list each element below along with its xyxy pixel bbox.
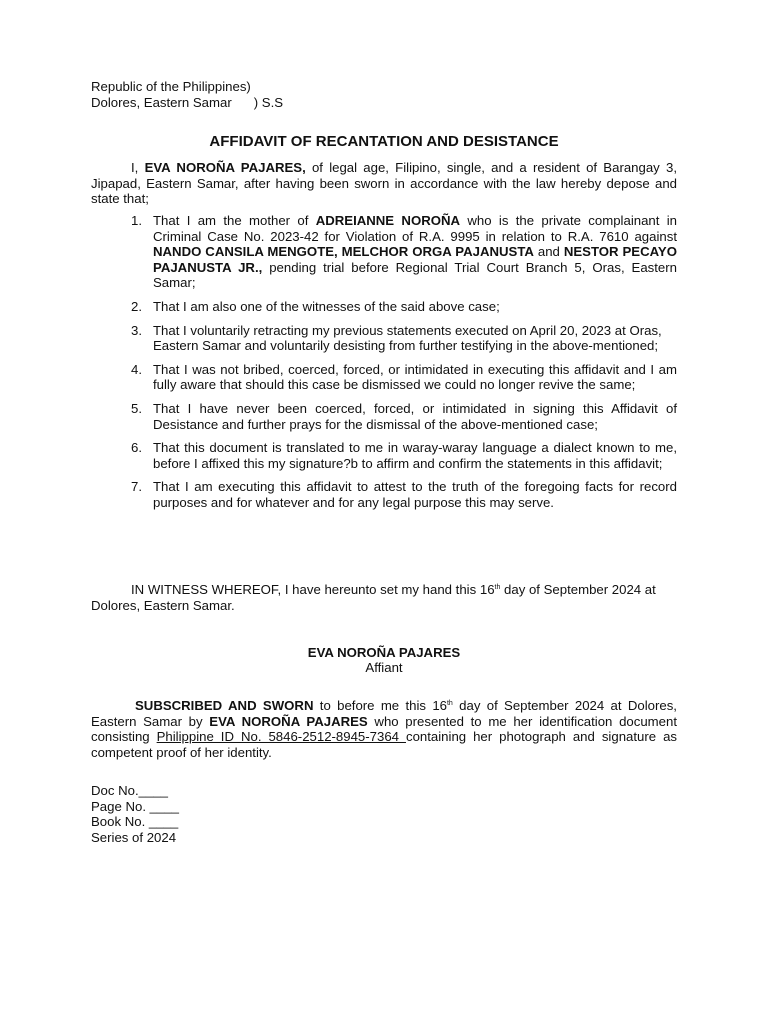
item-text: That this document is translated to me in waray-waray language a dialect known to me, before I affixed this my signature?b to affirm and confirm the statements in this affidavit; <box>153 440 677 471</box>
item-text: That I voluntarily retracting my previous statements executed on April 20, 2023 at Oras, Eastern Samar and voluntarily desisting from further testifying in the above-mentioned; <box>153 322 662 354</box>
jurat-sup: th <box>446 700 453 707</box>
list-item <box>131 298 677 315</box>
item-number: 6. <box>131 440 142 456</box>
item-number: 4. <box>131 361 142 377</box>
book-no: Book No. ____ <box>91 814 179 830</box>
item-text: who is the private complainant in Criminal Case No. 2023-42 for Violation of R.A. 9995 in relation to R.A. 7610 against <box>153 213 677 244</box>
item-number: 3. <box>131 322 142 338</box>
witness-text: day of September 2024 at Dolores, Eastern Samar. <box>91 582 656 613</box>
item-number: 2. <box>131 298 142 314</box>
page-no: Page No. ____ <box>91 798 179 814</box>
item-text: That I have never been coerced, forced, or intimidated in signing this Affidavit of Desistance and further prays for the dismissal of the above-mentioned case; <box>153 400 677 432</box>
list-item <box>131 479 677 510</box>
jurat-bold: SUBSCRIBED AND SWORN <box>135 698 314 713</box>
jurat-text: who presented to me her identification document consisting <box>91 713 677 745</box>
item-bold: NANDO CANSILA MENGOTE, MELCHOR ORGA PAJANUSTA <box>153 244 534 260</box>
affiant-name: EVA NOROÑA PAJARES <box>307 645 461 660</box>
witness-sup: th <box>494 584 501 591</box>
list-item <box>131 213 677 291</box>
venue-line-1: Republic of the Philippines) <box>91 79 251 94</box>
item-text: That I am executing this affidavit to attest to the truth of the foregoing facts for record purposes and for whatever and for any legal purpose this may serve. <box>153 479 677 510</box>
jurat-paragraph <box>91 698 677 760</box>
list-item <box>131 440 677 471</box>
list-item <box>131 322 677 354</box>
item-bold: NESTOR PECAYO PAJANUSTA JR., <box>153 244 677 275</box>
item-text: pending trial before Regional Trial Court Branch 5, Oras, Eastern Samar; <box>153 259 677 291</box>
item-number: 7. <box>131 479 142 495</box>
jurat-bold: EVA NOROÑA PAJARES <box>209 713 368 729</box>
jurat-text: containing her photograph and signature as competent proof of her identity. <box>91 729 677 760</box>
item-text: That I am also one of the witnesses of the said above case; <box>153 298 500 314</box>
intro-name: EVA NOROÑA PAJARES, <box>144 160 306 175</box>
item-text: and <box>533 244 564 260</box>
item-text: That I am the mother of <box>153 213 316 228</box>
venue-ss: ) S.S <box>253 94 284 110</box>
item-number: 1. <box>131 213 142 228</box>
series: Series of 2024 <box>91 829 177 845</box>
item-number: 5. <box>131 400 142 416</box>
intro-rest: of legal age, Filipino, single, and a resident of Barangay 3, Jipapad, Eastern Samar, after having been sworn in accordance with the law hereby depose and state that; <box>91 160 677 207</box>
affiant-label: Affiant <box>365 660 403 675</box>
doc-no: Doc No.____ <box>91 783 168 798</box>
item-bold: ADREIANNE NOROÑA <box>315 213 461 228</box>
intro-prefix: I, <box>131 160 145 175</box>
list-item <box>131 361 677 393</box>
statement-list <box>131 213 677 519</box>
document-title: AFFIDAVIT OF RECANTATION AND DESISTANCE <box>209 133 559 150</box>
jurat-text: to before me this 16 <box>313 698 447 713</box>
list-item <box>131 400 677 432</box>
notarial-register <box>91 783 677 845</box>
id-number: Philippine ID No. 5846-2512-8945-7364 <box>156 729 406 745</box>
item-text: That I was not bribed, coerced, forced, or intimidated in executing this affidavit and I am fully aware that should this case be dismissed we could no longer revive the same; <box>153 361 677 393</box>
intro-paragraph <box>91 160 677 207</box>
venue-header <box>91 79 677 110</box>
venue-place: Dolores, Eastern Samar <box>91 94 232 110</box>
venue-line-2 <box>91 95 677 111</box>
jurat-text: day of September 2024 at Dolores, Eastern Samar by <box>91 698 677 729</box>
witness-paragraph <box>91 582 677 613</box>
witness-text: IN WITNESS WHEREOF, I have hereunto set my hand this 16 <box>131 582 495 597</box>
